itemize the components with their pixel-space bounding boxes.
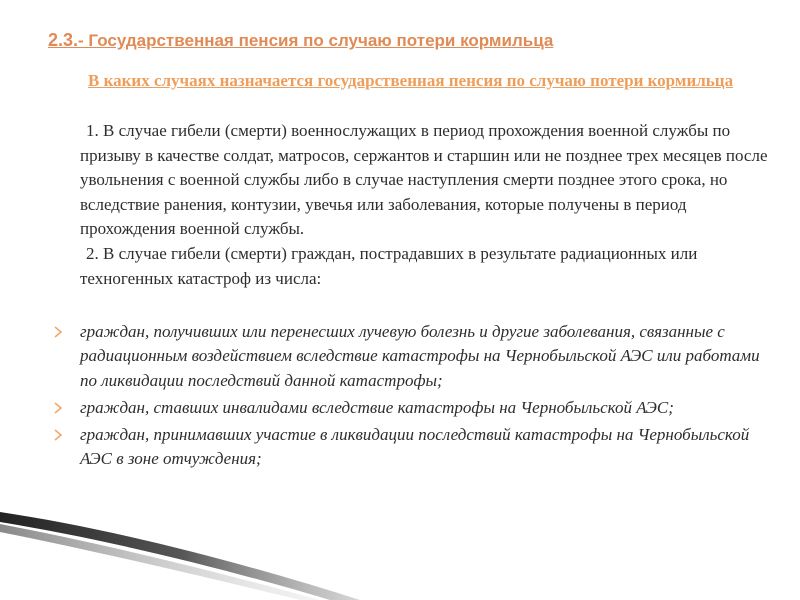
bullet-arrow-icon — [53, 402, 63, 414]
paragraph-1 — [80, 119, 770, 242]
title-text: - Государственная пенсия по случаю потери кормильца — [78, 31, 554, 50]
bullet-1-text: граждан, получивших или перенесших лучевую болезнь и другие заболевания, связанные с радиационным воздействием вследствие катастрофы на Чернобыльской АЭС или работами по ликвидации последствий данной катастрофы; — [80, 322, 760, 390]
list-item — [80, 423, 770, 472]
paragraph-2-text: 2. В случае гибели (смерти) граждан, пострадавших в результате радиационных или техногенных катастроф из числа: — [80, 243, 698, 288]
body-text — [80, 119, 770, 291]
bullet-arrow-icon — [53, 326, 63, 338]
bullet-arrow-icon — [53, 429, 63, 441]
swoosh-light — [0, 524, 320, 600]
paragraph-1-text: 1. В случае гибели (смерти) военнослужащих в период прохождения военной службы по призыву в качестве солдат, матросов, сержантов и старшин или не позднее трех месяцев после увольнения с военной службы либо в случае наступления смерти позднее этого срока, но вследствие ранения, контузии, увечья или заболевания, которые получены в период прохождения военной службы. — [80, 121, 768, 239]
list-item — [80, 320, 770, 393]
section-subtitle — [58, 70, 758, 91]
list-item — [80, 396, 770, 420]
bullet-3-text: граждан, принимавших участие в ликвидации последствий катастрофы на Чернобыльской АЭС в зоне отчуждения; — [80, 425, 750, 469]
swoosh-dark — [0, 512, 360, 600]
title-number: 2.3. — [48, 30, 79, 50]
bullet-list — [80, 320, 770, 475]
bullet-2-text: граждан, ставших инвалидами вследствие катастрофы на Чернобыльской АЭС; — [80, 397, 674, 417]
paragraph-2 — [80, 242, 770, 291]
subtitle-text: В каких случаях назначается государственная пенсия по случаю потери кормильца — [88, 71, 734, 90]
slide-title — [48, 30, 768, 51]
